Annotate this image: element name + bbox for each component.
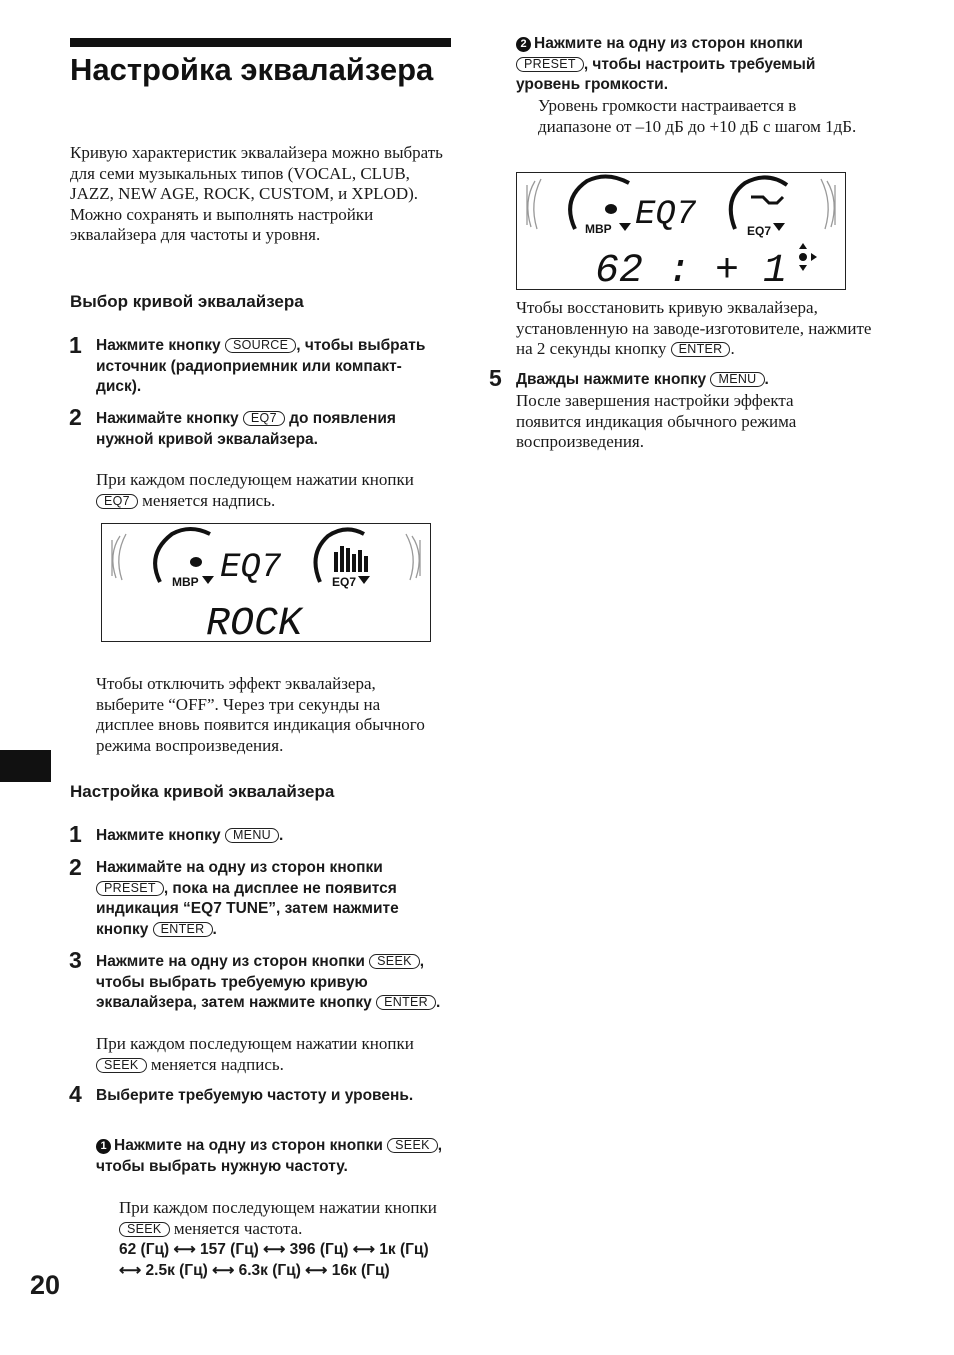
substep-instruction: 1 Нажмите на одну из сторон кнопки SEEK , чтобы выбрать нужную частоту. <box>96 1137 443 1175</box>
segment-eq-text: EQ7 <box>220 549 282 587</box>
segment-main-text: 62 : + 1 <box>595 249 788 289</box>
seek-button-label: SEEK <box>119 1222 170 1237</box>
menu-button-label: MENU <box>710 372 764 387</box>
substep-note: При каждом последующем нажатии кнопки SEEK меняется частота. <box>119 1198 437 1238</box>
mbp-dot <box>605 204 617 214</box>
step-instruction: Нажимайте на одну из сторон кнопки PRESET , пока на дисплее не появится индикация “EQ7 TUNE”, затем нажмите кнопку ENTER . <box>96 859 399 938</box>
eq-arrow-icon <box>358 576 370 584</box>
segment-main-text: ROCK <box>206 602 303 641</box>
seek-button-label: SEEK <box>369 954 420 969</box>
step-number: 4 <box>69 1081 82 1107</box>
step-number: 2 <box>69 854 82 880</box>
preset-button-label: PRESET <box>96 881 164 896</box>
level-bars-left <box>527 179 541 229</box>
eq-curve-icon <box>751 197 783 203</box>
level-bars-left <box>112 534 126 580</box>
preset-button-label: PRESET <box>516 57 584 72</box>
intro-paragraph-1: Кривую характеристик эквалайзера можно выбрать для семи музыкальных типов (VOCAL, CLUB, JAZZ, NEW AGE, ROCK, CUSTOM, и XPLOD). <box>70 143 443 203</box>
section-tab-marker <box>0 750 51 782</box>
lcd-display-rock <box>101 523 431 642</box>
frequency-list: 62 (Гц) ⟷ 157 (Гц) ⟷ 396 (Гц) ⟷ 1к (Гц) ⟷ 2.5к (Гц) ⟷ 6.3к (Гц) ⟷ 16к (Гц) <box>119 1241 429 1279</box>
step-number: 5 <box>489 365 502 391</box>
adjust-arrows-icon <box>799 243 817 271</box>
eq7-button-label: EQ7 <box>243 411 285 426</box>
circled-number-2: 2 <box>516 37 531 52</box>
lcd-graphic <box>517 173 845 289</box>
step-instruction: Нажмите кнопку SOURCE , чтобы выбрать источник (радиоприемник или компакт-диск). <box>96 337 426 396</box>
step-number: 1 <box>69 332 82 358</box>
eq7-label: EQ7 <box>747 224 772 238</box>
mbp-label: MBP <box>585 222 612 236</box>
mbp-dot <box>190 557 202 567</box>
step-note: После завершения настройки эффекта появится индикация обычного режима воспроизведения. <box>516 391 797 451</box>
step-note: При каждом последующем нажатии кнопки EQ7 меняется надпись. <box>96 470 414 510</box>
circled-number-1: 1 <box>96 1139 111 1154</box>
substep-instruction: 2 Нажмите на одну из сторон кнопки PRESET , чтобы настроить требуемый уровень громкости. <box>516 35 816 94</box>
mbp-arrow-icon <box>202 576 214 584</box>
enter-button-label: ENTER <box>376 995 436 1010</box>
section2-heading: Настройка кривой эквалайзера <box>70 782 335 801</box>
menu-button-label: MENU <box>225 828 279 843</box>
mbp-label: MBP <box>172 575 199 589</box>
step-instruction: Нажмите кнопку MENU . <box>96 827 284 844</box>
restore-note: Чтобы восстановить кривую эквалайзера, установленную на заводе-изготовителе, нажмите на 2 секунды кнопку ENTER . <box>516 298 872 358</box>
page-number: 20 <box>30 1270 61 1300</box>
step-instruction: Нажимайте кнопку EQ7 до появления нужной кривой эквалайзера. <box>96 410 396 448</box>
eq-arrow-icon <box>773 223 785 231</box>
lcd-display-level <box>516 172 846 290</box>
page-title: Настройка эквалайзера <box>70 52 434 87</box>
seek-button-label: SEEK <box>96 1058 147 1073</box>
title-rule <box>70 38 451 47</box>
step-note: При каждом последующем нажатии кнопки SEEK меняется надпись. <box>96 1034 414 1074</box>
source-button-label: SOURCE <box>225 338 296 353</box>
step-number: 1 <box>69 821 82 847</box>
step-instruction: Нажмите на одну из сторон кнопки SEEK , чтобы выбрать требуемую кривую эквалайзера, затем нажмите кнопку ENTER . <box>96 953 441 1012</box>
eq7-button-label: EQ7 <box>96 494 138 509</box>
mbp-arrow-icon <box>619 223 631 231</box>
level-bars-right <box>821 179 835 229</box>
substep-note: Уровень громкости настраивается в диапазоне от –10 дБ до +10 дБ с шагом 1дБ. <box>538 96 857 136</box>
eq-bars-icon <box>334 546 368 572</box>
level-bars-right <box>406 534 420 580</box>
step-instruction: Выберите требуемую частоту и уровень. <box>96 1087 414 1104</box>
segment-eq-text: EQ7 <box>635 196 697 234</box>
intro-paragraph-2: Можно сохранять и выполнять настройки эквалайзера для частоты и уровня. <box>70 204 374 244</box>
enter-button-label: ENTER <box>153 922 213 937</box>
step-number: 2 <box>69 404 82 430</box>
section1-heading: Выбор кривой эквалайзера <box>70 292 304 311</box>
enter-button-label: ENTER <box>671 342 731 357</box>
step-number: 3 <box>69 947 82 973</box>
step-instruction: Дважды нажмите кнопку MENU . <box>516 371 769 388</box>
seek-button-label: SEEK <box>387 1138 438 1153</box>
intro-text <box>70 143 445 246</box>
off-note: Чтобы отключить эффект эквалайзера, выберите “OFF”. Через три секунды на дисплее вновь появится индикация обычного режима воспроизведения. <box>96 674 425 755</box>
lcd-graphic <box>102 524 430 641</box>
eq7-label: EQ7 <box>332 575 357 589</box>
